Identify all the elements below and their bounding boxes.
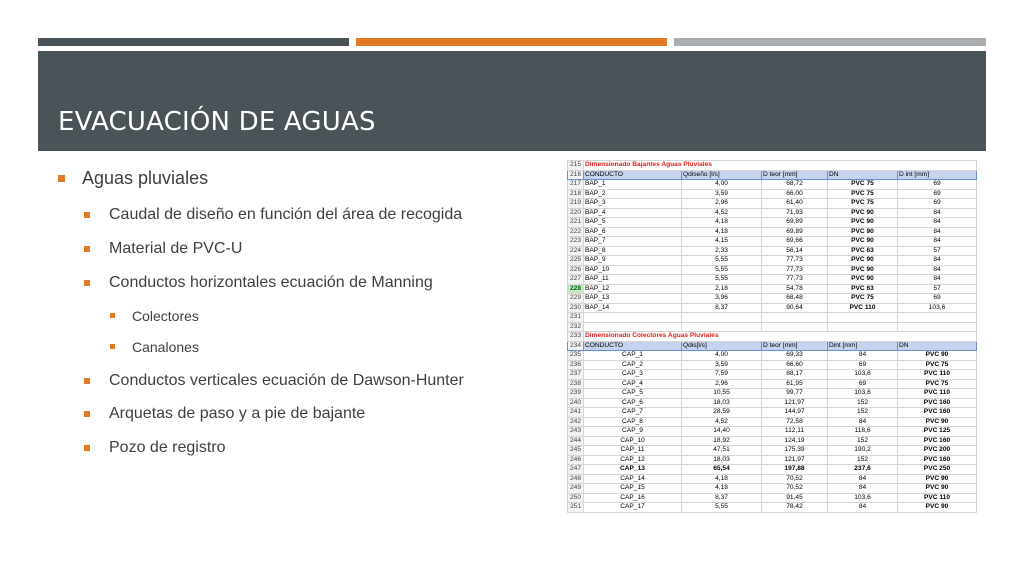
bullet-text: Aguas pluviales — [82, 168, 209, 188]
row-number: 229 — [568, 294, 584, 304]
table-cell: 144,97 — [762, 408, 828, 418]
table-cell: 77,73 — [762, 265, 828, 275]
table-cell: BAP_2 — [584, 189, 682, 199]
bullet-square-icon — [84, 445, 90, 451]
table-cell — [682, 313, 762, 323]
table-cell: 18,03 — [682, 455, 762, 465]
row-number: 234 — [568, 341, 584, 351]
row-number: 245 — [568, 446, 584, 456]
sheet-header-row — [568, 341, 977, 351]
table-cell: BAP_5 — [584, 218, 682, 228]
table-cell — [682, 322, 762, 332]
blank-row — [568, 322, 977, 332]
table-cell: 4,15 — [682, 237, 762, 247]
table-row — [568, 360, 977, 370]
table-cell: 69 — [898, 294, 977, 304]
table-cell: PVC 250 — [898, 465, 977, 475]
table-cell: PVC 90 — [828, 275, 898, 285]
table-cell: 72,58 — [762, 417, 828, 427]
table-row — [568, 503, 977, 513]
table-cell: PVC 160 — [898, 408, 977, 418]
row-number: 242 — [568, 417, 584, 427]
table-cell — [898, 322, 977, 332]
table-cell: BAP_6 — [584, 227, 682, 237]
table-cell: PVC 75 — [898, 379, 977, 389]
table-cell: 3,96 — [682, 294, 762, 304]
table-cell: 28,59 — [682, 408, 762, 418]
bullet-square-icon — [84, 378, 90, 384]
row-number: 231 — [568, 313, 584, 323]
table-row — [568, 246, 977, 256]
table-cell: 84 — [828, 503, 898, 513]
slide-title: EVACUACIÓN DE AGUAS — [58, 107, 376, 137]
table-cell: 121,97 — [762, 398, 828, 408]
table-cell: 8,37 — [682, 303, 762, 313]
table-cell: 84 — [898, 275, 977, 285]
table-cell: 61,95 — [762, 379, 828, 389]
table-cell: 103,6 — [898, 303, 977, 313]
row-number: 244 — [568, 436, 584, 446]
table-row — [568, 199, 977, 209]
table-cell: 71,93 — [762, 208, 828, 218]
table-row — [568, 256, 977, 266]
table-cell: 69,89 — [762, 227, 828, 237]
table-row — [568, 351, 977, 361]
table-cell: 18,03 — [682, 398, 762, 408]
table-cell: CAP_16 — [584, 493, 682, 503]
table-cell: CAP_2 — [584, 360, 682, 370]
table-cell: PVC 90 — [828, 256, 898, 266]
table-cell: 61,40 — [762, 199, 828, 209]
table-cell: PVC 63 — [828, 246, 898, 256]
table-cell: 103,6 — [828, 389, 898, 399]
table-cell: PVC 160 — [898, 398, 977, 408]
table-row — [568, 265, 977, 275]
row-number: 239 — [568, 389, 584, 399]
table-cell — [584, 322, 682, 332]
table-cell: 7,59 — [682, 370, 762, 380]
table-cell: 103,6 — [828, 370, 898, 380]
table-cell: 18,92 — [682, 436, 762, 446]
table-cell: 118,6 — [828, 427, 898, 437]
table-row — [568, 218, 977, 228]
table-cell: 4,18 — [682, 227, 762, 237]
table-cell: 152 — [828, 455, 898, 465]
table-cell: 5,55 — [682, 503, 762, 513]
table-cell: 68,72 — [762, 180, 828, 190]
bullet-square-icon — [84, 246, 90, 252]
row-number: 226 — [568, 265, 584, 275]
bullet-text: Material de PVC-U — [109, 240, 243, 257]
table-cell: 91,45 — [762, 493, 828, 503]
row-number: 235 — [568, 351, 584, 361]
table-cell: CAP_14 — [584, 474, 682, 484]
table-cell: BAP_10 — [584, 265, 682, 275]
decor-bar-dark — [38, 38, 349, 46]
table-cell: PVC 90 — [828, 227, 898, 237]
row-number: 222 — [568, 227, 584, 237]
table-row — [568, 408, 977, 418]
row-number: 243 — [568, 427, 584, 437]
table-cell: 84 — [898, 256, 977, 266]
column-header: D teor [mm] — [762, 170, 828, 180]
table-cell: 112,11 — [762, 427, 828, 437]
table-cell: CAP_10 — [584, 436, 682, 446]
table-cell: 5,55 — [682, 265, 762, 275]
bullet-square-icon — [84, 280, 90, 286]
table-cell: CAP_5 — [584, 389, 682, 399]
table-cell: 4,18 — [682, 218, 762, 228]
table-row — [568, 379, 977, 389]
table-cell: PVC 90 — [828, 218, 898, 228]
table-cell: 237,6 — [828, 465, 898, 475]
table-cell: 103,6 — [828, 493, 898, 503]
table-cell: 152 — [828, 398, 898, 408]
table-cell: 84 — [898, 227, 977, 237]
table-row — [568, 455, 977, 465]
table-row — [568, 284, 977, 294]
column-header: Dint [mm] — [828, 341, 898, 351]
table-cell: PVC 110 — [898, 370, 977, 380]
row-number: 240 — [568, 398, 584, 408]
table-cell: CAP_6 — [584, 398, 682, 408]
column-header: DN — [898, 341, 977, 351]
table-cell: 2,18 — [682, 284, 762, 294]
table-cell: PVC 75 — [828, 189, 898, 199]
row-number: 219 — [568, 199, 584, 209]
table-cell: 84 — [828, 484, 898, 494]
table-cell: 69 — [898, 180, 977, 190]
row-number: 247 — [568, 465, 584, 475]
table-cell: 84 — [898, 237, 977, 247]
row-number: 217 — [568, 180, 584, 190]
bullet-square-icon — [84, 411, 90, 417]
table-cell — [584, 313, 682, 323]
column-header: DN — [828, 170, 898, 180]
row-number: 228 — [568, 284, 584, 294]
table-cell: BAP_14 — [584, 303, 682, 313]
table-cell: CAP_12 — [584, 455, 682, 465]
row-number: 237 — [568, 370, 584, 380]
bullet-text: Conductos horizontales ecuación de Manning — [109, 274, 433, 291]
row-number: 238 — [568, 379, 584, 389]
sheet-title-row — [568, 161, 977, 171]
blank-row — [568, 313, 977, 323]
table-cell: BAP_4 — [584, 208, 682, 218]
sheet-title-row — [568, 332, 977, 342]
row-number: 227 — [568, 275, 584, 285]
column-header: Qdis[l/s] — [682, 341, 762, 351]
table-cell: 84 — [828, 417, 898, 427]
bullet-text: Pozo de registro — [109, 439, 226, 456]
table-cell: CAP_15 — [584, 484, 682, 494]
table-cell: 77,73 — [762, 256, 828, 266]
table-cell: 4,00 — [682, 351, 762, 361]
table-row — [568, 389, 977, 399]
table-cell: PVC 75 — [828, 294, 898, 304]
table-cell: PVC 90 — [898, 484, 977, 494]
table-cell: PVC 160 — [898, 436, 977, 446]
bullet-square-icon — [58, 175, 65, 182]
table-cell: 4,18 — [682, 484, 762, 494]
table-cell: 5,55 — [682, 275, 762, 285]
table-cell: 69,89 — [762, 218, 828, 228]
table-cell: PVC 90 — [898, 503, 977, 513]
table-cell: 3,59 — [682, 189, 762, 199]
row-number: 223 — [568, 237, 584, 247]
table-cell: CAP_17 — [584, 503, 682, 513]
table-row — [568, 417, 977, 427]
table-cell: BAP_3 — [584, 199, 682, 209]
table-cell: 152 — [828, 436, 898, 446]
table-cell: BAP_12 — [584, 284, 682, 294]
table-cell: BAP_11 — [584, 275, 682, 285]
table-cell: PVC 160 — [898, 455, 977, 465]
table-cell: 4,00 — [682, 180, 762, 190]
bullet-text: Conductos verticales ecuación de Dawson-Hunter — [109, 372, 464, 389]
table-cell: 78,42 — [762, 503, 828, 513]
row-number: 220 — [568, 208, 584, 218]
table-cell: PVC 90 — [828, 237, 898, 247]
column-header: D teor [mm] — [762, 341, 828, 351]
table-cell: 69,66 — [762, 237, 828, 247]
table-cell: 4,52 — [682, 417, 762, 427]
table-cell: 90,64 — [762, 303, 828, 313]
table-cell: BAP_9 — [584, 256, 682, 266]
table-cell: 70,52 — [762, 474, 828, 484]
column-header: CONDUCTO — [584, 170, 682, 180]
row-number: 216 — [568, 170, 584, 180]
row-number: 236 — [568, 360, 584, 370]
table-cell: PVC 110 — [898, 389, 977, 399]
table-cell — [828, 313, 898, 323]
table-cell: CAP_9 — [584, 427, 682, 437]
table-cell: 84 — [828, 351, 898, 361]
table-cell: 57 — [898, 284, 977, 294]
table-cell: 57 — [898, 246, 977, 256]
table-cell: 14,40 — [682, 427, 762, 437]
bullet-text: Caudal de diseño en función del área de recogida — [109, 206, 463, 223]
table-cell: PVC 75 — [898, 360, 977, 370]
table-cell: CAP_8 — [584, 417, 682, 427]
table-row — [568, 208, 977, 218]
table-cell: PVC 110 — [898, 493, 977, 503]
title-banner — [38, 51, 986, 151]
table-cell: 66,00 — [762, 189, 828, 199]
row-number: 248 — [568, 474, 584, 484]
row-number: 215 — [568, 161, 584, 171]
table-cell: 68,48 — [762, 294, 828, 304]
decor-bar-orange — [356, 38, 667, 46]
table-cell: 47,51 — [682, 446, 762, 456]
row-number: 230 — [568, 303, 584, 313]
bullet-square-icon — [110, 313, 115, 318]
table-row — [568, 303, 977, 313]
table-cell: 84 — [898, 265, 977, 275]
table-row — [568, 484, 977, 494]
table-row — [568, 189, 977, 199]
table-cell: 69 — [828, 360, 898, 370]
table-cell — [762, 322, 828, 332]
table-row — [568, 237, 977, 247]
sheet-section-title: Dimensionado Colectores Aguas Pluviales — [584, 332, 977, 342]
table-cell: BAP_7 — [584, 237, 682, 247]
column-header: Qdiseño [l/s] — [682, 170, 762, 180]
table-cell: 84 — [898, 218, 977, 228]
table-cell: 2,33 — [682, 246, 762, 256]
sheet-header-row — [568, 170, 977, 180]
table-cell: 69,33 — [762, 351, 828, 361]
table-cell: 70,52 — [762, 484, 828, 494]
table-cell: 3,59 — [682, 360, 762, 370]
row-number: 241 — [568, 408, 584, 418]
table-row — [568, 398, 977, 408]
table-cell: 84 — [828, 474, 898, 484]
table-cell: 175,39 — [762, 446, 828, 456]
spreadsheet-table — [567, 160, 977, 513]
row-number: 225 — [568, 256, 584, 266]
bullet-square-icon — [84, 212, 90, 218]
table-cell: CAP_11 — [584, 446, 682, 456]
table-cell: PVC 90 — [898, 351, 977, 361]
row-number: 250 — [568, 493, 584, 503]
table-cell: 2,96 — [682, 199, 762, 209]
table-cell: PVC 75 — [828, 180, 898, 190]
table-cell: 54,78 — [762, 284, 828, 294]
table-cell: 152 — [828, 408, 898, 418]
table-cell: 124,19 — [762, 436, 828, 446]
table-cell: PVC 90 — [898, 474, 977, 484]
bullet-square-icon — [110, 344, 115, 349]
table-cell — [828, 322, 898, 332]
table-cell: PVC 75 — [828, 199, 898, 209]
table-cell: PVC 110 — [828, 303, 898, 313]
spreadsheet-image — [567, 160, 976, 513]
row-number: 218 — [568, 189, 584, 199]
table-cell: 5,55 — [682, 256, 762, 266]
table-cell: CAP_1 — [584, 351, 682, 361]
row-number: 224 — [568, 246, 584, 256]
table-cell: 8,37 — [682, 493, 762, 503]
table-row — [568, 436, 977, 446]
table-cell: 69 — [898, 189, 977, 199]
row-number: 246 — [568, 455, 584, 465]
table-cell: 4,18 — [682, 474, 762, 484]
table-cell: CAP_4 — [584, 379, 682, 389]
table-cell: BAP_1 — [584, 180, 682, 190]
table-cell: BAP_13 — [584, 294, 682, 304]
table-cell: 69 — [898, 199, 977, 209]
table-cell: 10,55 — [682, 389, 762, 399]
table-cell: PVC 90 — [898, 417, 977, 427]
table-cell: CAP_7 — [584, 408, 682, 418]
column-header: CONDUCTO — [584, 341, 682, 351]
bullet-text: Arquetas de paso y a pie de bajante — [109, 405, 366, 422]
column-header: D int [mm] — [898, 170, 977, 180]
table-row — [568, 227, 977, 237]
table-row — [568, 446, 977, 456]
table-cell: 65,54 — [682, 465, 762, 475]
row-number: 233 — [568, 332, 584, 342]
table-row — [568, 275, 977, 285]
bullet-text: Colectores — [132, 308, 199, 324]
table-cell: PVC 63 — [828, 284, 898, 294]
table-cell: BAP_8 — [584, 246, 682, 256]
table-row — [568, 427, 977, 437]
table-cell: 99,77 — [762, 389, 828, 399]
table-cell: 121,97 — [762, 455, 828, 465]
decor-bar-gray — [674, 38, 986, 46]
table-cell: 190,2 — [828, 446, 898, 456]
table-cell: CAP_13 — [584, 465, 682, 475]
table-cell: 77,73 — [762, 275, 828, 285]
table-cell: PVC 90 — [828, 208, 898, 218]
table-cell: CAP_3 — [584, 370, 682, 380]
table-row — [568, 294, 977, 304]
table-cell: PVC 125 — [898, 427, 977, 437]
table-cell: 4,52 — [682, 208, 762, 218]
row-number: 221 — [568, 218, 584, 228]
table-row — [568, 180, 977, 190]
table-cell — [898, 313, 977, 323]
row-number: 251 — [568, 503, 584, 513]
table-cell: 84 — [898, 208, 977, 218]
table-row — [568, 370, 977, 380]
table-row — [568, 493, 977, 503]
row-number: 232 — [568, 322, 584, 332]
table-row — [568, 474, 977, 484]
table-cell: 69 — [828, 379, 898, 389]
sheet-section-title: Dimensionado Bajantes Aguas Pluviales — [584, 161, 977, 171]
table-cell: PVC 90 — [828, 265, 898, 275]
row-number: 249 — [568, 484, 584, 494]
table-cell: 197,88 — [762, 465, 828, 475]
table-cell — [762, 313, 828, 323]
table-cell: 66,60 — [762, 360, 828, 370]
table-row — [568, 465, 977, 475]
table-cell: PVC 200 — [898, 446, 977, 456]
table-cell: 56,14 — [762, 246, 828, 256]
table-cell: 2,96 — [682, 379, 762, 389]
table-cell: 88,17 — [762, 370, 828, 380]
bullet-text: Canalones — [132, 339, 199, 355]
